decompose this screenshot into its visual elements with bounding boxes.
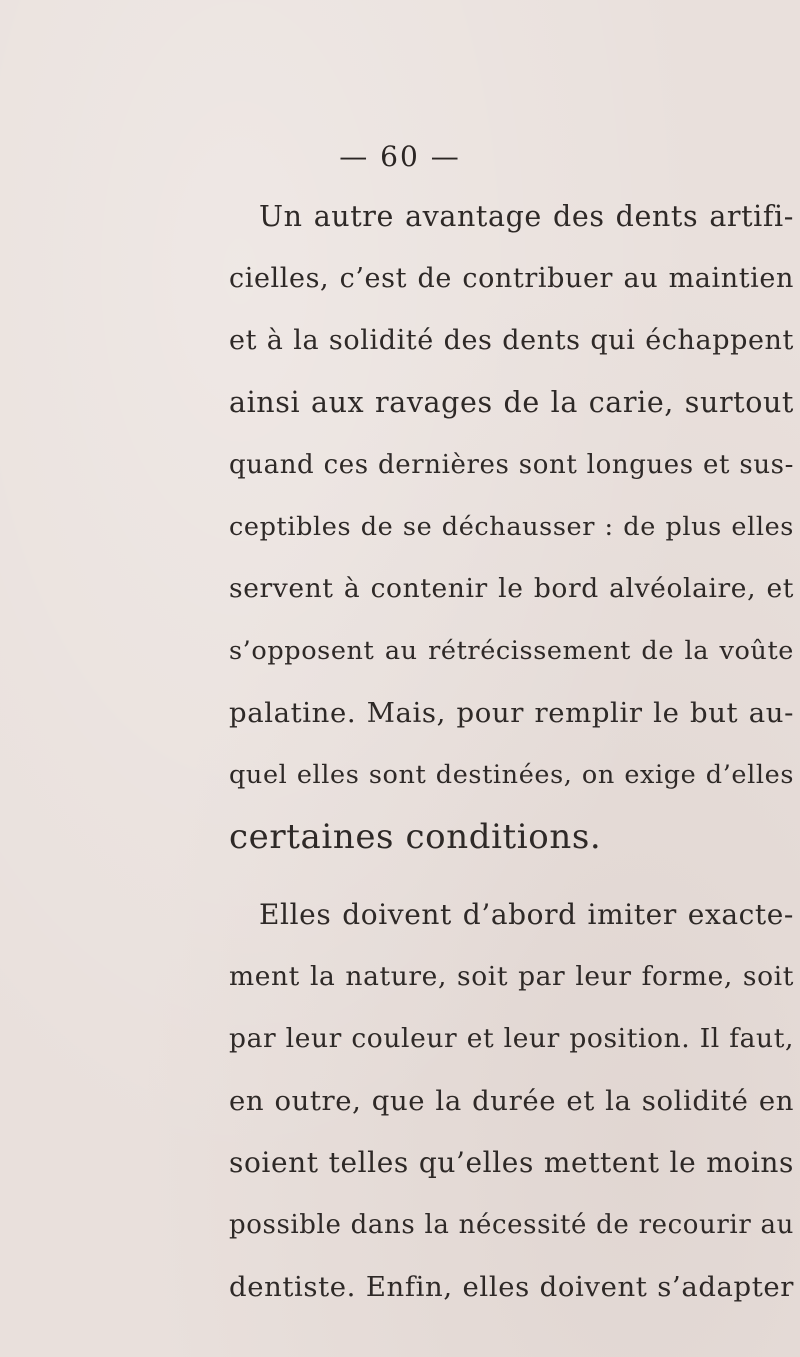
text-line: cielles, c’est de contribuer au maintien [229,263,794,294]
text-line: quel elles sont destinées, on exige d’elles [229,760,794,790]
text-line: servent à contenir le bord alvéolaire, et [229,573,794,604]
page-number: — 60 — [339,140,461,173]
text-line: ment la nature, soit par leur forme, soit [229,961,794,992]
text-line: quand ces dernières sont longues et sus- [229,450,794,480]
text-line: en outre, que la durée et la solidité en [229,1085,794,1117]
text-line: soient telles qu’elles mettent le moins [229,1146,794,1179]
paragraph-2 [229,884,794,1318]
paragraph-1 [229,186,794,868]
text-line: possible dans la nécessité de recourir au [229,1210,794,1240]
text-line: dentiste. Enfin, elles doivent s’adapter [229,1271,794,1303]
text-line: certaines conditions. [229,817,602,857]
text-line: par leur couleur et leur position. Il faut, [229,1023,794,1054]
text-line: palatine. Mais, pour remplir le but au- [229,697,794,729]
text-line: ceptibles de se déchausser : de plus elles [229,512,794,542]
text-line: ainsi aux ravages de la carie, surtout [229,386,794,419]
text-line: Un autre avantage des dents artifi- [259,200,794,233]
text-line: s’opposent au rétrécissement de la voûte [229,636,794,666]
text-line: et à la solidité des dents qui échappent [229,325,794,356]
text-line: Elles doivent d’abord imiter exacte- [259,898,794,931]
body-text [229,186,794,1318]
